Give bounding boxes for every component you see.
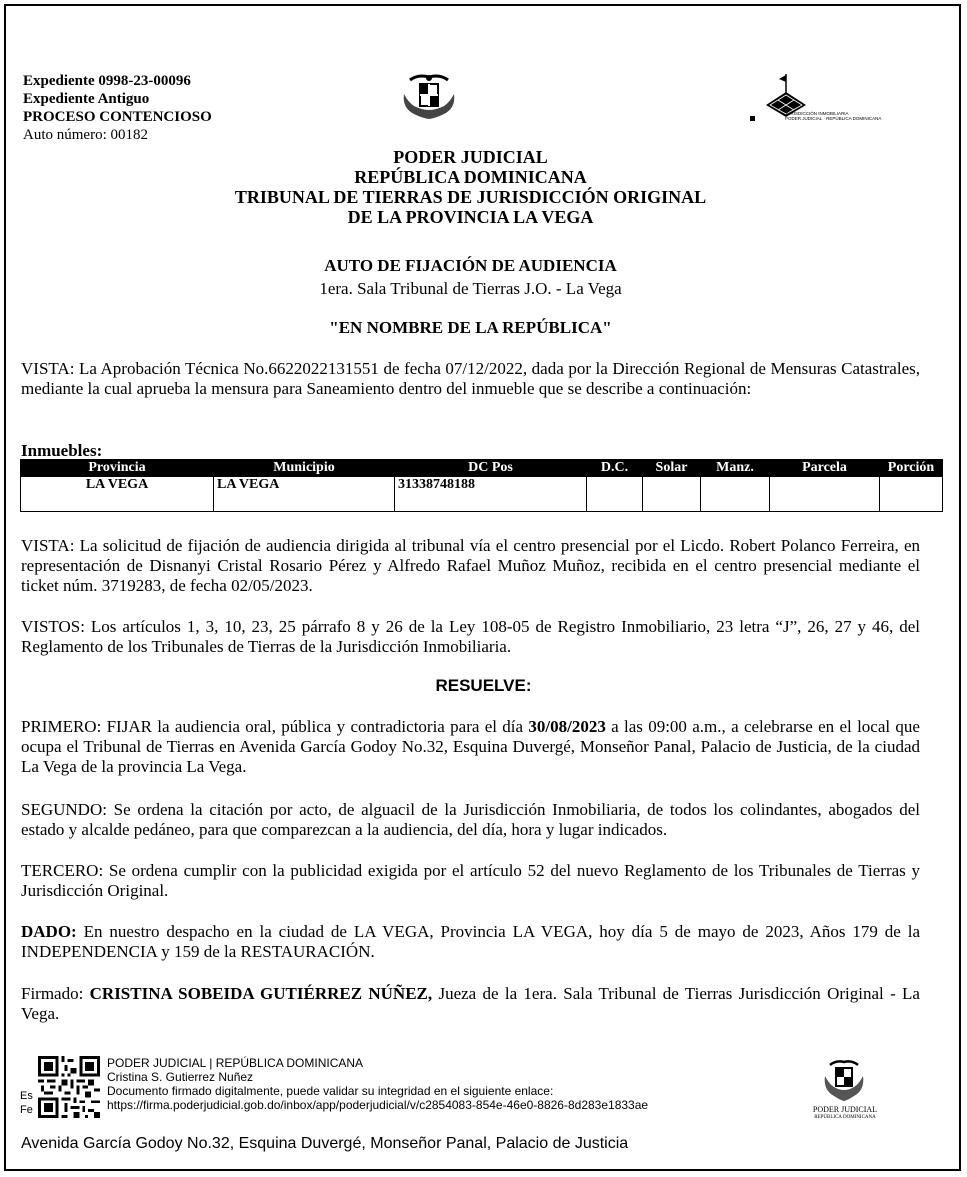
cell-porcion [880,477,943,512]
expediente: Expediente 0998-23-00096 [23,73,191,89]
sig-line-2: Cristina S. Gutierrez Nuñez [107,1070,254,1084]
title-line-2: REPÚBLICA DOMINICANA [354,167,587,187]
col-solar: Solar [643,460,701,477]
auto-numero: Auto número: 00182 [23,127,148,143]
col-porcion: Porción [880,460,943,477]
primero-paragraph: PRIMERO: FIJAR la audiencia oral, pública y contradictoria para el día 30/08/2023 a las 09:00 a.m., a celebrarse en el local que ocupa el Tribunal de Tierras en Avenida García Godoy No.32, Esquina Duvergé, Monseñor Panal, Palacio de Justicia, de la ciudad La Vega de la provincia La Vega. [21,717,920,776]
digital-signature [107,1056,648,1112]
table-row [21,477,943,512]
firmado-paragraph: Firmado: CRISTINA SOBEIDA GUTIÉRREZ NÚÑEZ, Jueza de la 1era. Sala Tribunal de Tierras Jurisdicción Original - La Vega. [21,984,920,1023]
poder-judicial-logo-text: PODER JUDICIAL REPÚBLICA DOMINICANA [812,1105,878,1120]
expediente-antiguo: Expediente Antiguo [23,91,150,107]
dado-paragraph: DADO: En nuestro despacho en la ciudad de LA VEGA, Provincia LA VEGA, hoy día 5 de mayo de 2023, Años 179 de la INDEPENDENCIA y 159 de la RESTAURACIÓN. [21,922,920,961]
cell-dc-pos: 31338748188 [395,477,587,512]
col-provincia: Provincia [21,460,214,477]
poder-judicial-seal-icon [822,1060,866,1104]
vista-paragraph-1: VISTA: La Aprobación Técnica No.6622022131551 de fecha 07/12/2022, dada por la Dirección Regional de Mensuras Catastrales, mediante la cual aprueba la mensura para Saneamiento dentro del inmueble que se describe a continuación: [21,359,920,398]
qr-code-icon[interactable] [37,1056,101,1118]
col-dc: D.C. [587,460,643,477]
sig-line-3: Documento firmado digitalmente, puede validar su integridad en el siguiente enlace: [107,1084,554,1098]
ti-logo-text: JURISDICCIÓN INMOBILIARIA PODER JUDICIAL · REPÚBLICA DOMINICANA [785,111,882,121]
footer-address: Avenida García Godoy No.32, Esquina Duvergé, Monseñor Panal, Palacio de Justicia [21,1135,629,1152]
inmuebles-table [20,459,943,512]
cell-provincia: LA VEGA [21,477,214,512]
auto-title: AUTO DE FIJACIÓN DE AUDIENCIA [324,256,617,275]
vista-paragraph-2: VISTA: La solicitud de fijación de audiencia dirigida al tribunal vía el centro presencial por el Licdo. Robert Polanco Ferreira, en representación de Disnanyi Cristal Rosario Pérez y Alfredo Rafael Muñoz Muñoz, recibida en el centro presencial mediante el ticket núm. 3719283, de fecha 02/05/2023. [21,536,920,595]
case-info [23,72,212,144]
segundo-paragraph: SEGUNDO: Se ordena la citación por acto, de alguacil de la Jurisdicción Inmobiliaria, de todos los colindantes, abogados del estado y alcalde pedáneo, para que comparezcan a la audiencia, del día, hora y lugar indicados. [21,800,920,839]
inmuebles-label: Inmuebles: [21,441,103,460]
court-title [0,147,941,227]
hearing-date: 30/08/2023 [528,717,606,736]
title-line-3: TRIBUNAL DE TIERRAS DE JURISDICCIÓN ORIGINAL [234,187,707,207]
col-manz: Manz. [701,460,770,477]
col-dc-pos: DC Pos [395,460,587,477]
cell-solar [643,477,701,512]
coat-of-arms-icon [400,74,458,120]
title-line-1: PODER JUDICIAL [393,147,548,167]
cell-parcela [770,477,880,512]
sala: 1era. Sala Tribunal de Tierras J.O. - La Vega [319,279,622,298]
sig-line-1: PODER JUDICIAL | REPÚBLICA DOMINICANA [107,1056,364,1070]
fragment-fe: Fe [20,1104,33,1116]
fragment-es: Es [20,1090,33,1102]
proceso: PROCESO CONTENCIOSO [23,109,212,125]
en-nombre-heading: "EN NOMBRE DE LA REPÚBLICA" [329,318,612,337]
verification-link[interactable]: https://firma.poderjudicial.gob.do/inbox/app/poderjudicial/v/c2854083-854e-46e0-8826-8d283e1833ae [107,1098,649,1112]
judge-name: CRISTINA SOBEIDA GUTIÉRREZ NÚÑEZ, [89,984,433,1003]
cell-dc [587,477,643,512]
cell-municipio: LA VEGA [214,477,395,512]
cell-manz [701,477,770,512]
title-line-4: DE LA PROVINCIA LA VEGA [347,207,594,227]
col-parcela: Parcela [770,460,880,477]
tercero-paragraph: TERCERO: Se ordena cumplir con la publicidad exigida por el artículo 52 del nuevo Reglamento de los Tribunales de Tierras y Jurisdicción Original. [21,861,920,900]
table-header-row [21,460,943,477]
vistos-paragraph: VISTOS: Los artículos 1, 3, 10, 23, 25 párrafo 8 y 26 de la Ley 108-05 de Registro Inmobiliario, 23 letra “J”, 26, 27 y 46, del Reglamento de los Tribunales de Tierras de la Jurisdicción Inmobiliaria. [21,617,920,656]
resuelve-heading: RESUELVE: [435,676,532,695]
col-municipio: Municipio [214,460,395,477]
